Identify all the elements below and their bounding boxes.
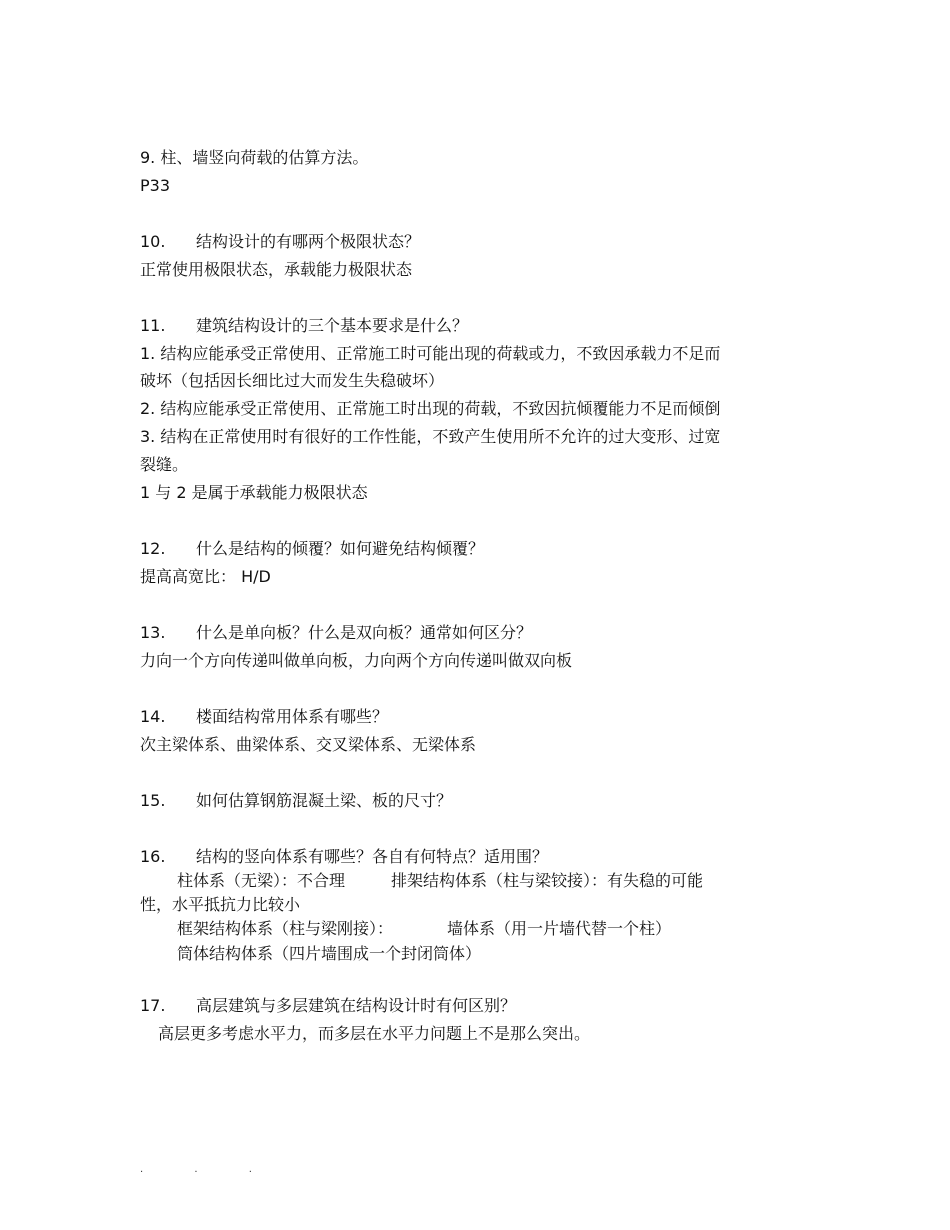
answer-16-line-4: 筒体结构体系（四片墙围成一个封闭筒体） bbox=[177, 944, 482, 963]
question-text: 如何估算钢筋混凝土梁、板的尺寸？ bbox=[196, 791, 453, 810]
question-number: 15. bbox=[140, 791, 166, 810]
question-15 bbox=[140, 791, 452, 811]
question-number: 12. bbox=[140, 539, 166, 558]
question-number: 10. bbox=[140, 232, 166, 251]
question-text: 什么是结构的倾覆？如何避免结构倾覆？ bbox=[196, 539, 485, 558]
question-13 bbox=[140, 623, 532, 643]
question-12 bbox=[140, 539, 484, 559]
column-system-text: 柱体系（无梁）：不合理 bbox=[177, 871, 346, 890]
answer-11-line-1: 1. 结构应能承受正常使用、正常施工时可能出现的荷载或力，不致因承载力不足而 bbox=[140, 344, 721, 363]
question-number: 16. bbox=[140, 847, 166, 866]
question-number: 13. bbox=[140, 623, 166, 642]
question-14 bbox=[140, 707, 388, 727]
answer-11-line-2: 破坏（包括因长细比过大而发生失稳破坏） bbox=[140, 371, 445, 390]
answer-11-line-4: 3. 结构在正常使用时有很好的工作性能，不致产生使用所不允许的过大变形、过宽 bbox=[140, 427, 721, 446]
question-number: 11. bbox=[140, 316, 166, 335]
wall-system-text: 墙体系（用一片墙代替一个柱） bbox=[447, 919, 672, 938]
question-10 bbox=[140, 232, 420, 252]
answer-16-line-2: 性，水平抵抗力比较小 bbox=[140, 895, 301, 914]
answer-17: 高层更多考虑水平力，而多层在水平力问题上不是那么突出。 bbox=[158, 1024, 591, 1043]
answer-9: P33 bbox=[140, 176, 171, 195]
question-number: 17. bbox=[140, 996, 166, 1015]
question-number: 14. bbox=[140, 707, 166, 726]
question-text: 楼面结构常用体系有哪些？ bbox=[196, 707, 389, 726]
question-text: 结构的竖向体系有哪些？各自有何特点？适用围？ bbox=[196, 847, 549, 866]
bent-frame-system-text: 排架结构体系（柱与梁铰接）：有失稳的可能 bbox=[391, 871, 704, 890]
question-text: 建筑结构设计的三个基本要求是什么？ bbox=[196, 316, 469, 335]
answer-11-line-3: 2. 结构应能承受正常使用、正常施工时出现的荷载，不致因抗倾覆能力不足而倾倒 bbox=[140, 399, 721, 418]
answer-11-line-6: 1 与 2 是属于承载能力极限状态 bbox=[140, 483, 368, 502]
answer-14: 次主梁体系、曲梁体系、交叉梁体系、无梁体系 bbox=[140, 735, 477, 754]
frame-system-text: 框架结构体系（柱与梁刚接）： bbox=[177, 919, 394, 938]
question-11 bbox=[140, 316, 468, 336]
answer-10: 正常使用极限状态，承载能力极限状态 bbox=[140, 260, 413, 279]
question-text: 高层建筑与多层建筑在结构设计时有何区别？ bbox=[196, 996, 517, 1015]
answer-16-line-3 bbox=[177, 919, 671, 939]
question-17 bbox=[140, 996, 516, 1016]
answer-16-line-1 bbox=[177, 871, 703, 891]
answer-11-line-5: 裂缝。 bbox=[140, 455, 189, 474]
question-16 bbox=[140, 847, 548, 867]
question-9: 9. 柱、墙竖向荷载的估算方法。 bbox=[140, 148, 369, 167]
question-text: 结构设计的有哪两个极限状态？ bbox=[196, 232, 421, 251]
answer-12: 提高高宽比： H/D bbox=[140, 567, 271, 586]
question-text: 什么是单向板？什么是双向板？通常如何区分？ bbox=[196, 623, 533, 642]
answer-13: 力向一个方向传递叫做单向板，力向两个方向传递叫做双向板 bbox=[140, 651, 573, 670]
footer-dots: . . . bbox=[140, 1164, 276, 1175]
